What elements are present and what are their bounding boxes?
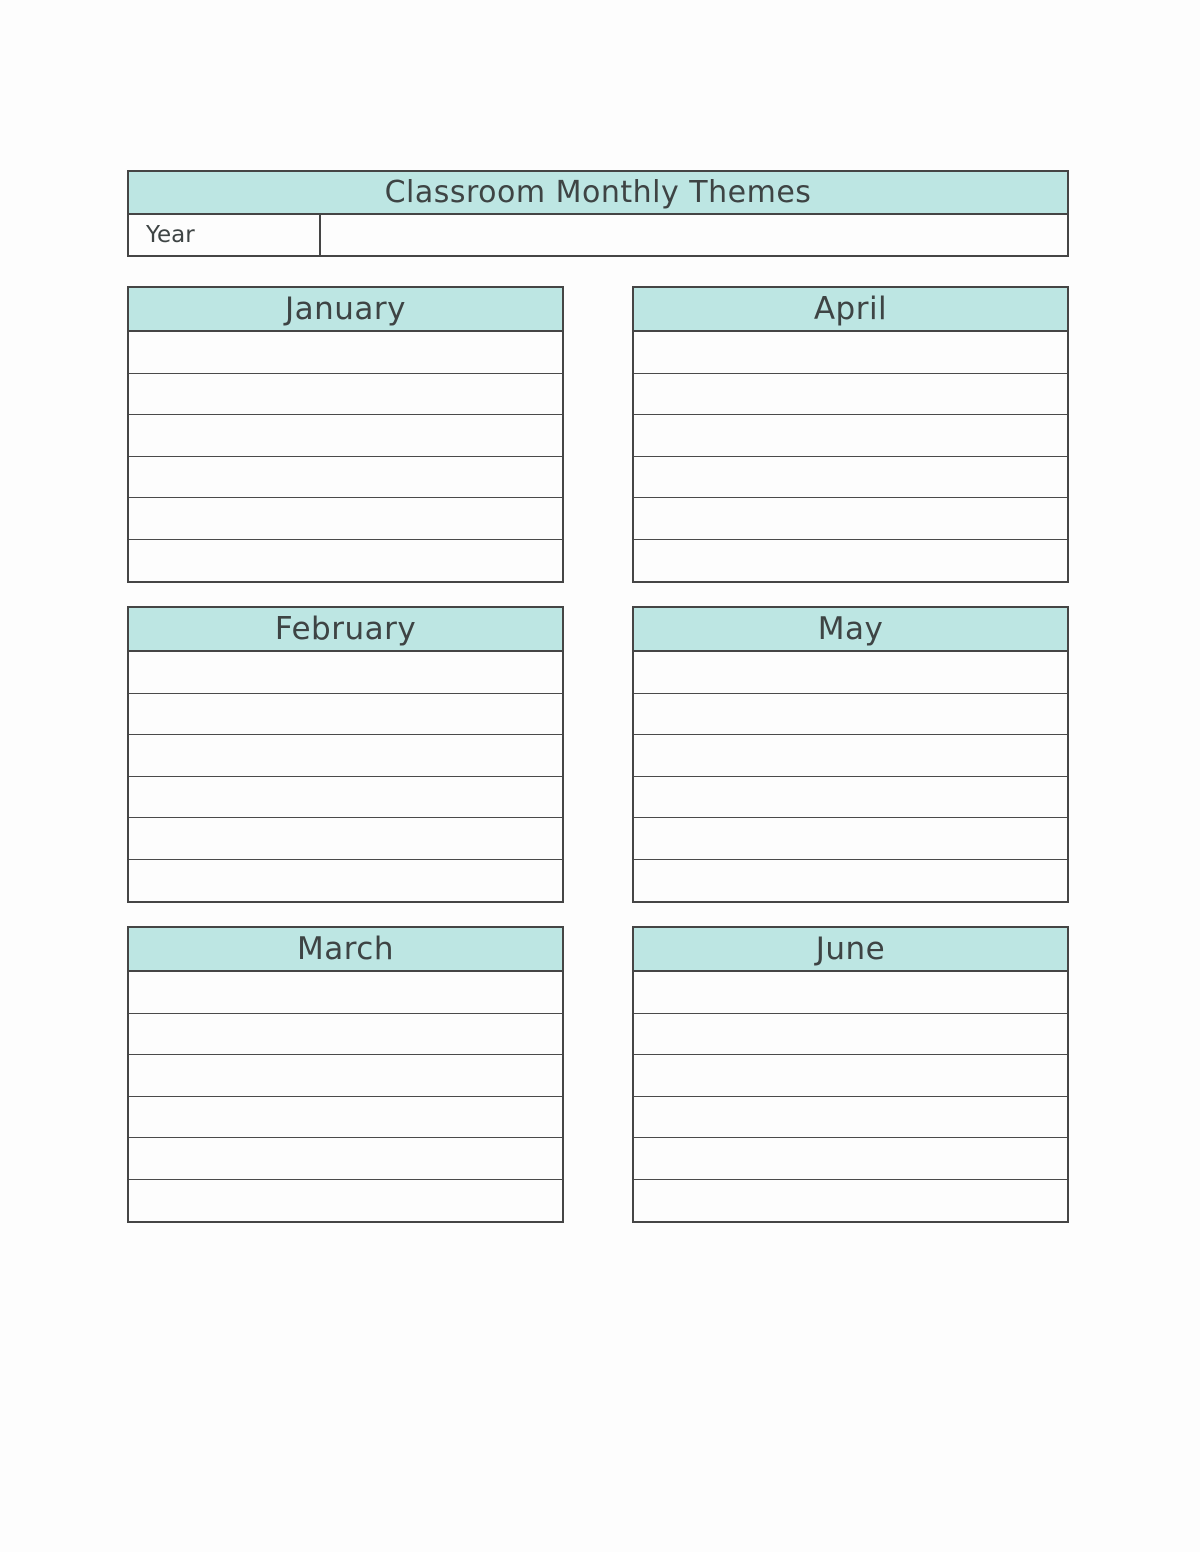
theme-row[interactable]	[634, 694, 1067, 736]
theme-field[interactable]	[129, 1138, 562, 1179]
theme-field[interactable]	[129, 818, 562, 859]
theme-row[interactable]	[129, 457, 562, 499]
theme-field[interactable]	[634, 1097, 1067, 1138]
theme-field[interactable]	[129, 972, 562, 1013]
theme-field[interactable]	[634, 1014, 1067, 1055]
theme-row[interactable]	[129, 374, 562, 416]
theme-field[interactable]	[634, 972, 1067, 1013]
year-field[interactable]	[321, 215, 1067, 255]
theme-row[interactable]	[129, 818, 562, 860]
theme-field[interactable]	[129, 540, 562, 582]
theme-row[interactable]	[634, 498, 1067, 540]
month-header: May	[634, 608, 1067, 652]
theme-row[interactable]	[634, 1055, 1067, 1097]
theme-field[interactable]	[634, 818, 1067, 859]
theme-row[interactable]	[129, 735, 562, 777]
theme-row[interactable]	[634, 540, 1067, 582]
theme-row[interactable]	[129, 332, 562, 374]
theme-row[interactable]	[129, 1138, 562, 1180]
theme-field[interactable]	[634, 498, 1067, 539]
theme-field[interactable]	[129, 777, 562, 818]
theme-row[interactable]	[634, 1180, 1067, 1222]
theme-field[interactable]	[129, 374, 562, 415]
theme-field[interactable]	[634, 374, 1067, 415]
theme-field[interactable]	[634, 457, 1067, 498]
theme-row[interactable]	[129, 1097, 562, 1139]
theme-row[interactable]	[634, 818, 1067, 860]
theme-field[interactable]	[634, 415, 1067, 456]
theme-row[interactable]	[129, 652, 562, 694]
theme-row[interactable]	[634, 652, 1067, 694]
theme-field[interactable]	[129, 1055, 562, 1096]
theme-row[interactable]	[129, 498, 562, 540]
month-header: March	[129, 928, 562, 972]
month-header: April	[634, 288, 1067, 332]
theme-row[interactable]	[129, 694, 562, 736]
month-block-march	[127, 926, 564, 1223]
theme-row[interactable]	[634, 1014, 1067, 1056]
month-block-june	[632, 926, 1069, 1223]
year-row	[129, 215, 1067, 255]
theme-field[interactable]	[634, 1138, 1067, 1179]
theme-row[interactable]	[634, 777, 1067, 819]
theme-row[interactable]	[634, 457, 1067, 499]
month-header: January	[129, 288, 562, 332]
month-block-january	[127, 286, 564, 583]
theme-field[interactable]	[129, 694, 562, 735]
theme-row[interactable]	[129, 1014, 562, 1056]
theme-field[interactable]	[129, 332, 562, 373]
theme-field[interactable]	[129, 652, 562, 693]
month-header: February	[129, 608, 562, 652]
month-header: June	[634, 928, 1067, 972]
theme-field[interactable]	[129, 1097, 562, 1138]
theme-row[interactable]	[129, 1055, 562, 1097]
theme-row[interactable]	[634, 1138, 1067, 1180]
theme-row[interactable]	[634, 374, 1067, 416]
theme-field[interactable]	[129, 860, 562, 902]
theme-field[interactable]	[634, 735, 1067, 776]
theme-field[interactable]	[129, 735, 562, 776]
theme-field[interactable]	[634, 332, 1067, 373]
theme-field[interactable]	[634, 860, 1067, 902]
theme-row[interactable]	[129, 972, 562, 1014]
theme-row[interactable]	[129, 777, 562, 819]
theme-row[interactable]	[129, 540, 562, 582]
theme-field[interactable]	[634, 652, 1067, 693]
theme-row[interactable]	[634, 735, 1067, 777]
theme-row[interactable]	[634, 972, 1067, 1014]
month-block-may	[632, 606, 1069, 903]
theme-field[interactable]	[634, 1055, 1067, 1096]
theme-row[interactable]	[129, 1180, 562, 1222]
theme-field[interactable]	[129, 457, 562, 498]
theme-field[interactable]	[634, 1180, 1067, 1222]
theme-field[interactable]	[129, 1014, 562, 1055]
theme-field[interactable]	[634, 540, 1067, 582]
theme-field[interactable]	[129, 415, 562, 456]
month-block-february	[127, 606, 564, 903]
theme-row[interactable]	[634, 332, 1067, 374]
page-title: Classroom Monthly Themes	[129, 172, 1067, 215]
theme-row[interactable]	[129, 415, 562, 457]
year-label: Year	[129, 215, 321, 255]
theme-field[interactable]	[634, 694, 1067, 735]
theme-field[interactable]	[634, 777, 1067, 818]
theme-row[interactable]	[634, 415, 1067, 457]
theme-row[interactable]	[634, 860, 1067, 902]
theme-row[interactable]	[634, 1097, 1067, 1139]
theme-field[interactable]	[129, 1180, 562, 1222]
theme-field[interactable]	[129, 498, 562, 539]
title-table	[127, 170, 1069, 257]
theme-row[interactable]	[129, 860, 562, 902]
month-block-april	[632, 286, 1069, 583]
